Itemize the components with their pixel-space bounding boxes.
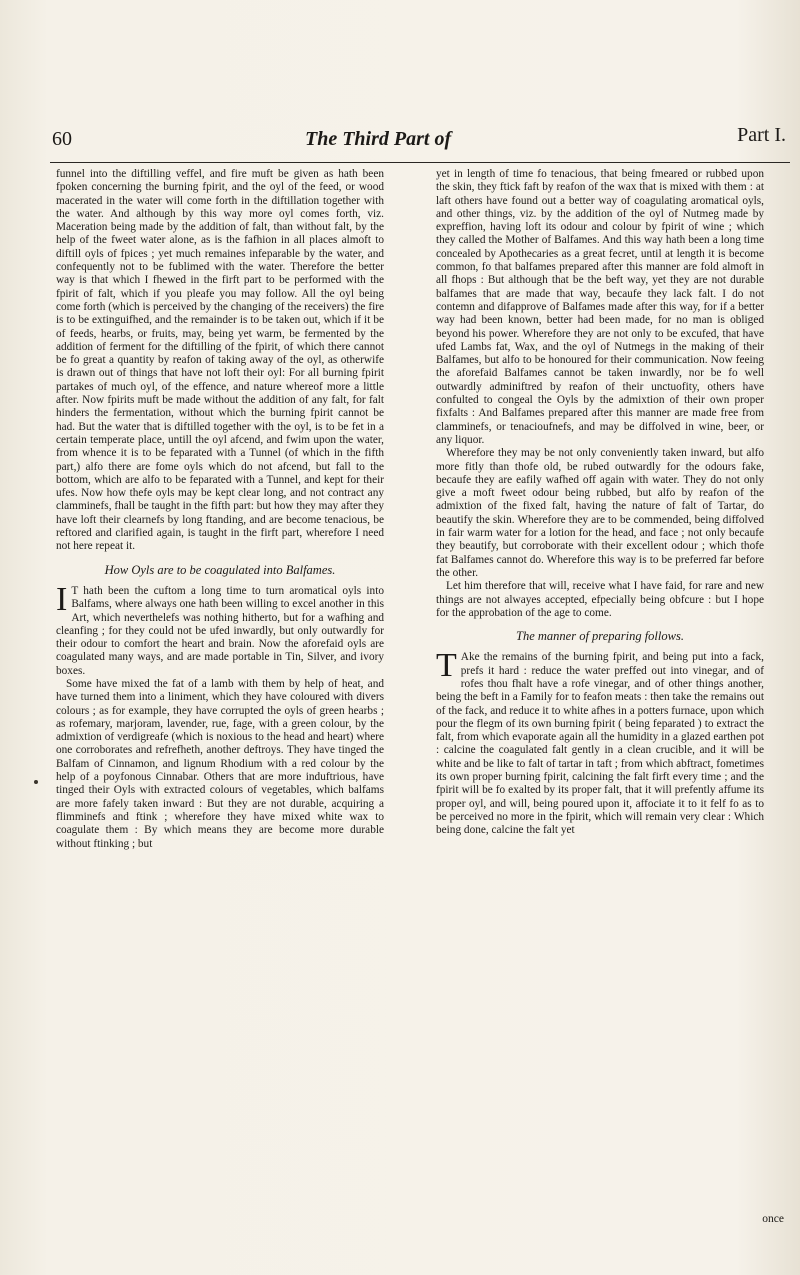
left-paragraph-3: Some have mixed the fat of a lamb with them by help of heat, and have turned them into a liniment, which they have coloured with divers colours ; as for example, they have corrupted the oyls of green hearbs ; as rofemary, marjoram, lavender, rue, fage, with a green colour, by the admixtion of verdigreafe (which is noxious to the head and heart) where one corroborates and refrefheth, another deftroys. They have tinged the Balfam of Cinnamon, and lignum Rhodium with a red colour by the help of a poyfonous Cinnabar. Others that are more induftrious, have tinged their Oyls with extracted colours of vegetables, which balfams are more fafely taken inward : But they are not durable, acquiring a flimminefs and ftink ; wherefore they have mixed white wax to coagulate them : By which means they are become more durable without ftinking ; but xyxy=(56,677,384,850)
left-paragraph-1: funnel into the diftilling veffel, and fire muft be given as hath been fpoken concerning the burning fpirit, and the oyl of the feed, or wood macerated in the water will come forth in the diftillation together with the water. And although by this way more oyl comes forth, viz. Maceration being made by the addition of falt, than without falt, by the help of the fweet water alone, as is the fafhion in all places almoft to diftill oyls of fpices ; yet much remaines infeparable by the water, and confequently not to be fublimed with the water. Therefore the better way is that which I fhewed in the firft part to be performed with the fpirit of falt, which if you pleafe you may follow. All the oyl being come forth (which is perceived by the changing of the receivers) the fire is to be extinguifhed, and the remainder is to be taken out, which if it be of feeds, hearbs, or fruits, may, being yet warm, be fermented by the addition of ferment for the diftilling of the fpirit, of which there cannot be fo great a quantity by reafon of taking away of the oyl, as otherwife is drawn out of things that have not loft their oyl: For all burning fpirit partakes of much oyl, of the effence, and nature whereof more a little after. Now fpirits muft be made without the addition of any falt, for falt hinders the fermentation, without which the burning fpirit cannot be had. But the water that is diftilled together with the oyl, is to be fet in a certain temperate place, untill the oyl afcend, and fwim upon the water, from whence it is to be feparated with a Tunnel (of which in the fifth part,) alfo there are fome oyls which do not afcend, but fall to the bottom, which are alfo to be feparated with a Tunnel, and kept for their ufes. Now how thefe oyls may be kept clear long, and not contract any clamminefs, fhall be taught in the fifth part: but how they may after they have loft their clearnefs by long ftanding, and are become tenacious, be reftored and clarified again, is taught in the firft part, wherefore I need not here repeat it. xyxy=(56,168,384,553)
section-heading-preparing: The manner of preparing follows. xyxy=(516,629,684,644)
catchword: once xyxy=(762,1213,784,1225)
left-paragraph-2-text: T hath been the cuftom a long time to turn aromatical oyls into Balfams, where always one hath been willing to excel another in this Art, which neverthelefs was nothing hitherto, but for a wafhing and cleanfing ; for they could not be ufed inwardly, but only outwardly for their odour to comfort the heart and brain. Now the aforefaid oyls are coagulated many ways, and are made portable in Tin, Silver, and ivory boxes. xyxy=(56,584,384,677)
right-paragraph-4 xyxy=(436,647,764,837)
right-paragraph-2: Wherefore they may be not only conveniently taken inward, but alfo more fitly than thofe old, be rubed outwardly for the odours fake, becaufe they are eafily wafhed off again with water. They do not only give a moft fweet odour being rubbed, but alfo by reafon of the admixtion of the fixed falt, having the nature of falt of Tartar, do beautify the skin. Wherefore they are to be commended, being diffolved in fair warm water for a lotion for the head, and face ; not only becaufe they beautify, but corroborate with their excellent odour ; which thofe fat Balfames cannot do. Wherefore this way is to be preferred far before the other. xyxy=(436,447,764,579)
part-label: Part I. xyxy=(737,124,786,146)
left-column xyxy=(56,168,384,851)
header-rule xyxy=(50,162,790,163)
right-paragraph-1: yet in length of time fo tenacious, that being fmeared or rubbed upon the skin, they ftick faft by reafon of the wax that is mixed with them : at laft others have found out a better way of coagulating aromatical oyls, and other things, viz. by the addition of the oyl of Nutmeg made by expreffion, having loft its odour and colour by fpirit of wine ; which they called the Mother of Balfames. And this way hath been a long time concealed by Apothecaries as a great fecret, until at length it is become common, fo that balfames prepared after this manner are fold almoft in all fhops : But although that be the beft way, yet they are not durable balfames that are made that way, becaufe they lack falt. I do not contemn and difapprove of Balfames made after this way, for if a better way had been known, better had been made, for no man is obliged beyond his power. Wherefore they are not only to be excufed, that have ufed Lambs fat, Wax, and the oyl of Nutmegs in the making of their Balfames, but alfo to be honoured for their communication. Now feeing the aforefaid Balfames cannot be taken inwardly, nor be fo well outwardly adminiftred by reafon of their unctuofity, others have confulted to congeal the Oyls by the admixtion of their own proper fixfalts : And Balfames prepared after this manner are made free from clamminefs, or tenacioufnefs, and may be diffolved in wine, beer, or any liquor. xyxy=(436,168,764,446)
right-paragraph-4-text: Ake the remains of the burning fpirit, and being put into a fack, prefs it hard : reduce the water preffed out into vinegar, and of rofes thou fhalt have a rofe vinegar, and of other things another, being the beft in a Family for to feafon meats : then take the remains out of the fack, and reduce it to white afhes in a potters furnace, upon which pour the flegm of its own burning fpirit ( being feparated ) to extract the falt, from which evaporate again all the humidity in a glazed earthen pot : calcine the coagulated falt gently in a clean crucible, and it will be white and be like to falt of tartar in taft ; from which abftract, fometimes its own proper burning fpirit, calcining the falt firft every time ; and the fpirit will be fo exalted by its proper falt, that it will prefently affume its proper oyl, and will, being poured upon it, affociate it to it felf fo as to be perceived no more in the fpirit, which will remain very clear : Which being done, calcine the falt yet xyxy=(436,651,764,837)
page-header xyxy=(50,124,790,164)
left-paragraph-2 xyxy=(56,580,384,678)
drop-cap-t: T xyxy=(436,647,457,685)
running-head: The Third Part of xyxy=(305,128,452,150)
section-heading-balsams: How Oyls are to be coagulated into Balfames. xyxy=(104,562,336,577)
right-column xyxy=(436,168,764,838)
page-number: 60 xyxy=(52,128,72,150)
ink-blot xyxy=(34,780,38,784)
drop-cap-i: I xyxy=(56,580,68,618)
right-paragraph-3: Let him therefore that will, receive what I have faid, for rare and new things are not alwayes accepted, efpecially being obfcure : but I hope for the approbation of the age to come. xyxy=(436,580,764,619)
